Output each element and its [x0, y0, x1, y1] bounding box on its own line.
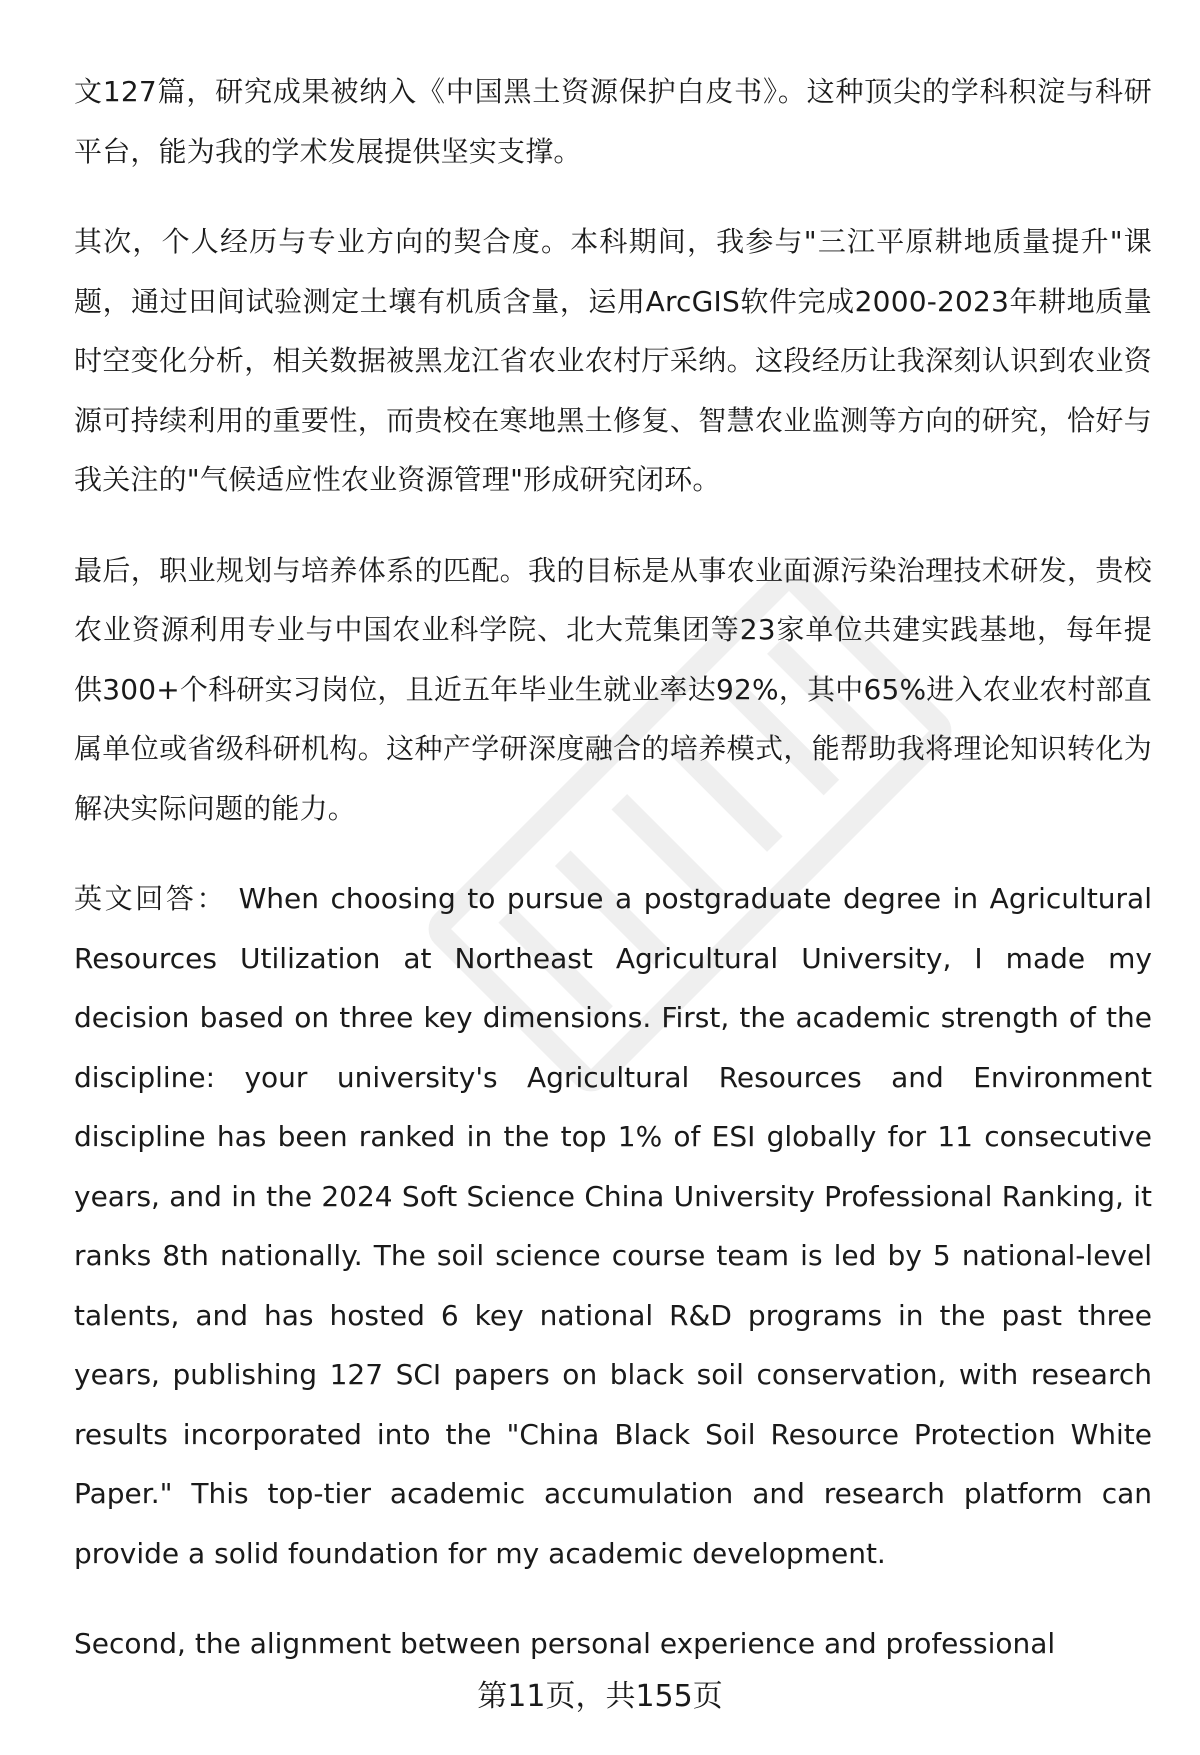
paragraph-english-answer: 英文回答： When choosing to pursue a postgraduate degree in Agricultural Resources Utilization at Northeast Agricultural University, I made my decision based on three key dimensions. First, the academic strength of the discipline: your university's Agricultural Resources and Environment discipline has been ranked in the top 1% of ESI globally for 11 consecutive years, and in the 2024 Soft Science China University Professional Ranking, it ranks 8th nationally. The soil science course team is led by 5 national-level talents, and has hosted 6 key national R&D programs in the past three years, publishing 127 SCI papers on black soil conservation, with research results incorporated into the "China Black Soil Resource Protection White Paper." This top-tier academic accumulation and research platform can provide a solid foundation for my academic development.	[74, 882, 1152, 1570]
document-body	[74, 62, 1152, 1705]
paragraph-3: 最后，职业规划与培养体系的匹配。我的目标是从事农业面源污染治理技术研发，贵校农业资源利用专业与中国农业科学院、北大荒集团等23家单位共建实践基地，每年提供300+个科研实习岗位，且近五年毕业生就业率达92%，其中65%进入农业农村部直属单位或省级科研机构。这种产学研深度融合的培养模式，能帮助我将理论知识转化为解决实际问题的能力。	[74, 553, 1152, 825]
paragraph-1: 文127篇，研究成果被纳入《中国黑土资源保护白皮书》。这种顶尖的学科积淀与科研平台，能为我的学术发展提供坚实支撑。	[74, 75, 1152, 168]
paragraph-2: 其次，个人经历与专业方向的契合度。本科期间，我参与"三江平原耕地质量提升"课题，通过田间试验测定土壤有机质含量，运用ArcGIS软件完成2000-2023年耕地质量时空变化分析，相关数据被黑龙江省农业农村厅采纳。这段经历让我深刻认识到农业资源可持续利用的重要性，而贵校在寒地黑土修复、智慧农业监测等方向的研究，恰好与我关注的"气候适应性农业资源管理"形成研究闭环。	[74, 225, 1152, 496]
paragraph-english-continued: Second, the alignment between personal experience and professional	[74, 1627, 1056, 1660]
page-footer: 第11页，共155页	[477, 1679, 723, 1714]
